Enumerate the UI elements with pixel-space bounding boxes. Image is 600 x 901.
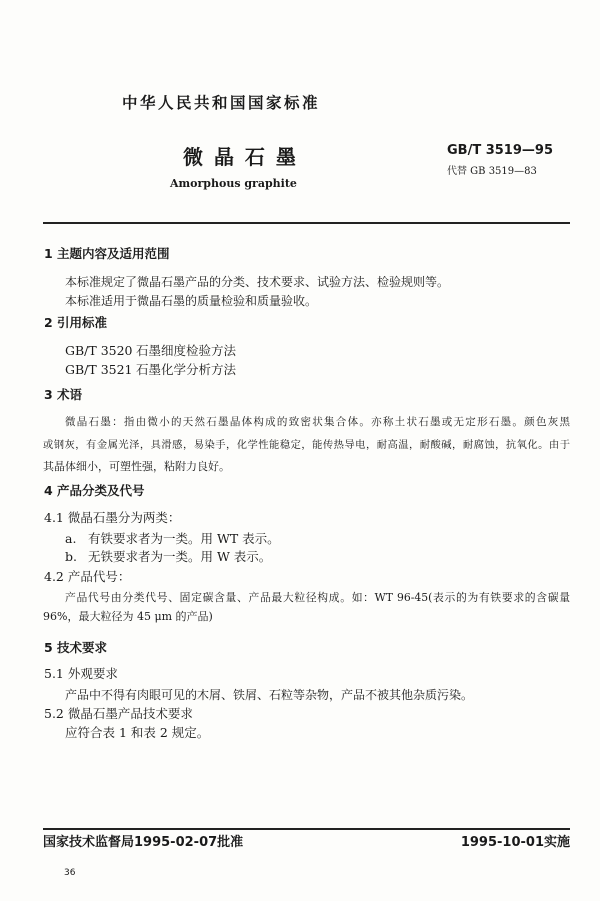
english-title: Amorphous graphite xyxy=(170,177,297,190)
paragraph-line: 96%，最大粒径为 45 μm 的产品) xyxy=(43,610,213,623)
bottom-rule xyxy=(43,828,570,830)
paragraph-line: 微晶石墨：指由微小的天然石墨晶体构成的致密状集合体。亦称土状石墨或无定形石墨。颜色灰黑 xyxy=(65,416,570,428)
national-standard-heading: 中华人民共和国国家标准 xyxy=(122,94,321,112)
list-marker: b. xyxy=(65,549,77,564)
replaces-standard: 代替 GB 3519—83 xyxy=(447,166,537,177)
reference-code: GB/T 3521 xyxy=(65,362,133,377)
effective-date: 1995-10-01实施 xyxy=(460,835,570,850)
subsection-heading: 5.2 微晶石墨产品技术要求 xyxy=(44,706,193,721)
section-heading: 3 术语 xyxy=(44,387,83,402)
reference-code: GB/T 3520 xyxy=(65,343,133,358)
reference-title: 石墨细度检验方法 xyxy=(136,343,237,358)
list-item: 有铁要求者为一类。用 WT 表示。 xyxy=(88,531,280,546)
top-rule xyxy=(43,222,570,224)
subsection-heading: 5.1 外观要求 xyxy=(44,666,118,681)
reference-title: 石墨化学分析方法 xyxy=(136,362,237,377)
paragraph-line: 本标准适用于微晶石墨的质量检验和质量验收。 xyxy=(65,294,318,308)
section-heading: 5 技术要求 xyxy=(44,640,108,655)
subsection-heading: 4.2 产品代号： xyxy=(44,569,131,584)
paragraph-line: 产品中不得有肉眼可见的木屑、铁屑、石粒等杂物，产品不被其他杂质污染。 xyxy=(65,688,474,702)
list-item: 无铁要求者为一类。用 W 表示。 xyxy=(88,549,272,564)
section-heading: 4 产品分类及代号 xyxy=(44,483,145,498)
paragraph-line: 产品代号由分类代号、固定碳含量、产品最大粒径构成。如：WT 96-45(表示的为有铁要求的含碳量 xyxy=(65,591,570,604)
subsection-heading: 4.1 微晶石墨分为两类： xyxy=(44,510,181,525)
approval-date: 国家技术监督局1995-02-07批准 xyxy=(43,835,244,850)
paragraph-line: 应符合表 1 和表 2 规定。 xyxy=(65,725,210,740)
page-number: 36 xyxy=(64,868,76,878)
document-title: 微 晶 石 墨 xyxy=(183,145,298,169)
paragraph-line: 本标准规定了微晶石墨产品的分类、技术要求、试验方法、检验规则等。 xyxy=(65,275,450,289)
list-marker: a. xyxy=(65,531,77,546)
paragraph-line: 其晶体细小，可塑性强，粘附力良好。 xyxy=(43,460,230,473)
section-heading: 1 主题内容及适用范围 xyxy=(44,246,170,261)
paragraph-line: 或钢灰，有金属光泽，具滑感，易染手，化学性能稳定，能传热导电，耐高温，耐酸碱，耐腐蚀，抗氧化。由于 xyxy=(43,439,570,451)
section-heading: 2 引用标准 xyxy=(44,315,108,330)
standard-code: GB/T 3519—95 xyxy=(447,143,553,158)
